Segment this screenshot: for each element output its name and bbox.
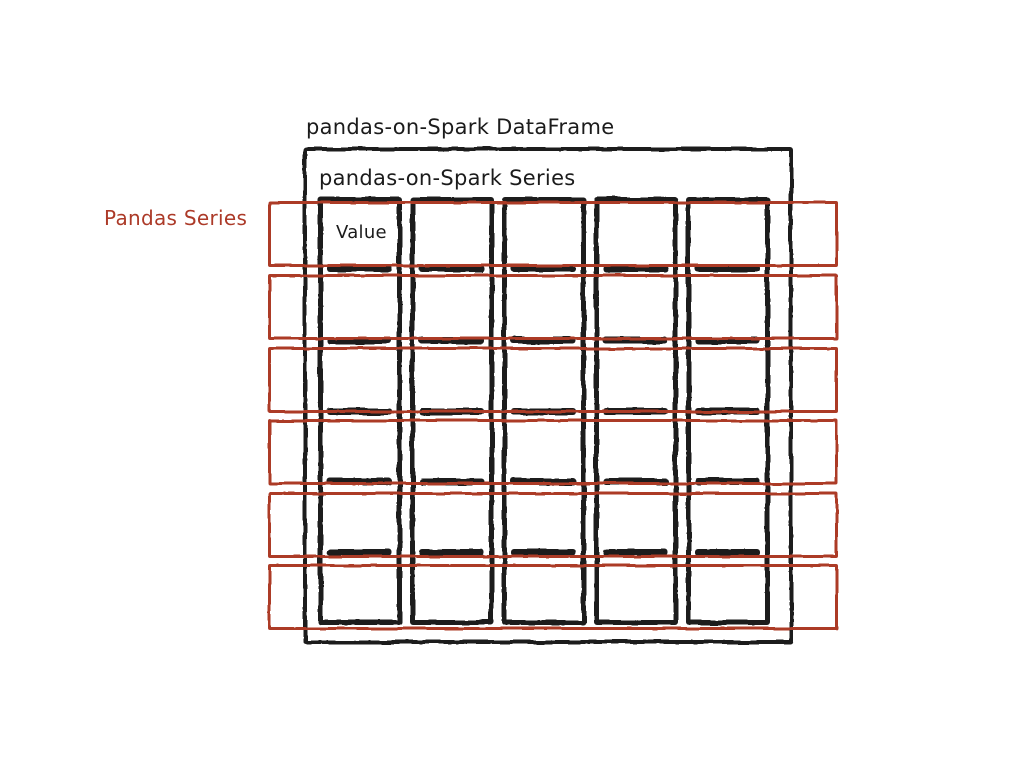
value-dash	[511, 478, 576, 485]
series-column	[502, 197, 586, 625]
series-column	[594, 197, 678, 625]
value-dash	[327, 478, 392, 485]
value-dash	[327, 265, 392, 272]
value-dash	[603, 265, 668, 272]
value-dash	[695, 549, 760, 556]
value-dash	[695, 337, 760, 344]
value-dash	[603, 478, 668, 485]
value-dash	[695, 478, 760, 485]
pandas-series-label: Pandas Series	[104, 206, 248, 230]
pandas-series-row	[268, 201, 838, 267]
value-dash	[327, 408, 392, 415]
value-dash	[419, 478, 484, 485]
pandas-series-row	[268, 492, 838, 558]
pandas-series-row	[268, 564, 838, 630]
series-column	[686, 197, 770, 625]
series-column	[410, 197, 494, 625]
value-dash	[327, 549, 392, 556]
value-dash	[511, 265, 576, 272]
dataframe-frame	[303, 147, 793, 644]
value-dash	[695, 265, 760, 272]
value-dash	[603, 408, 668, 415]
value-dash	[419, 408, 484, 415]
value-dash	[511, 337, 576, 344]
pandas-series-row	[268, 347, 838, 413]
value-dash	[511, 408, 576, 415]
value-dash	[603, 337, 668, 344]
value-dash	[419, 265, 484, 272]
value-dash	[419, 549, 484, 556]
series-label: pandas-on-Spark Series	[319, 166, 576, 190]
value-dash	[695, 408, 760, 415]
pandas-series-row	[268, 274, 838, 340]
value-label: Value	[336, 222, 387, 243]
series-column	[318, 197, 402, 625]
value-dash	[419, 337, 484, 344]
dataframe-title: pandas-on-Spark DataFrame	[306, 115, 615, 139]
pandas-series-row	[268, 419, 838, 485]
value-dash	[511, 549, 576, 556]
value-dash	[327, 337, 392, 344]
value-dash	[603, 549, 668, 556]
